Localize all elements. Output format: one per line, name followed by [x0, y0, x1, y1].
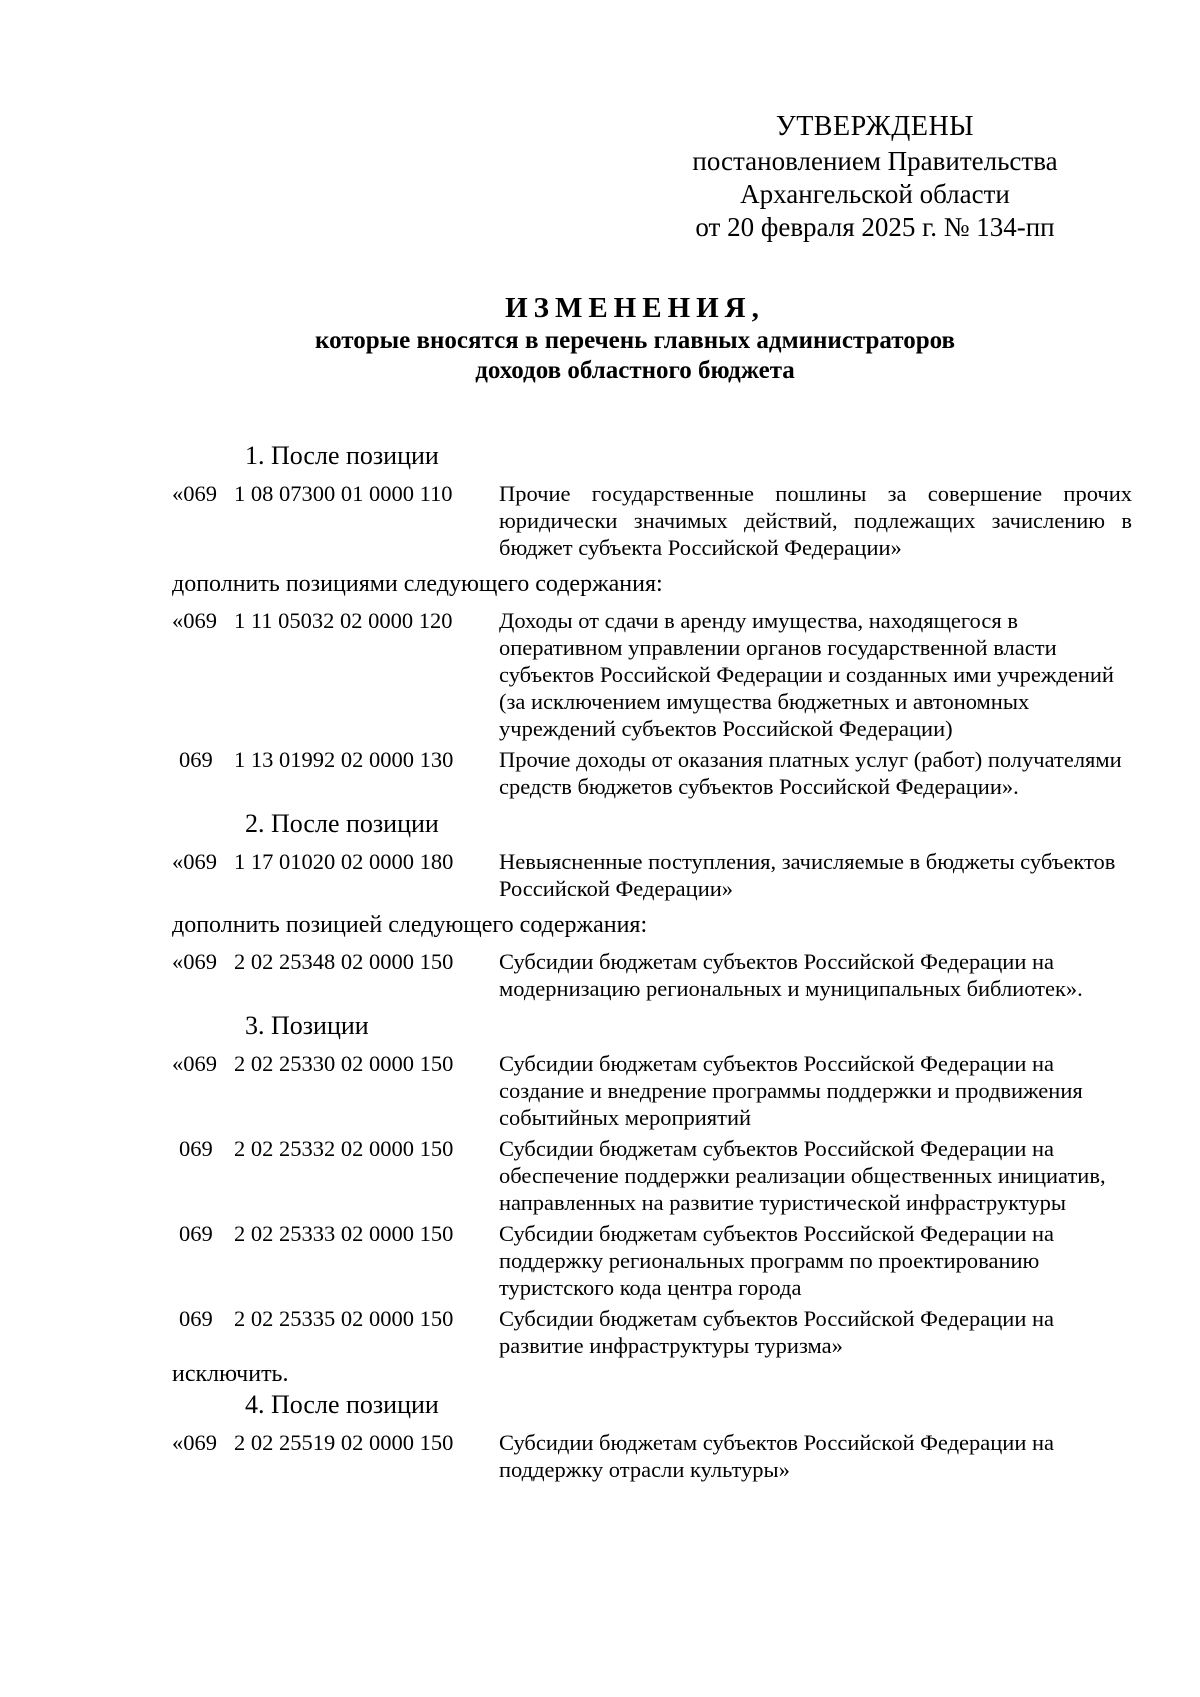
revenue-name: Субсидии бюджетам субъектов Российской Федерации на модернизацию региональных и муниципальных библиотек». [499, 949, 1083, 1001]
document-body [172, 440, 1132, 1483]
admin-code: «069 [172, 849, 217, 874]
position-table [172, 1050, 1132, 1359]
revenue-name: Субсидии бюджетам субъектов Российской Федерации на создание и внедрение программы поддержки и продвижения событийных мероприятий [499, 1051, 1083, 1130]
position-table [172, 848, 1132, 902]
connector-text: дополнить позицией следующего содержания: [172, 912, 648, 938]
table-row [172, 480, 1132, 561]
admin-code: 069 [179, 1221, 213, 1246]
revenue-name: Прочие государственные пошлины за совершение прочих юридически значимых действий, подлежащих зачислению в бюджет субъекта Российской Федерации» [499, 481, 1132, 560]
approval-stamp [640, 110, 1110, 244]
position-table [172, 607, 1132, 800]
title-subtitle: которые вносятся в перечень главных администраторов [315, 327, 955, 354]
table-row [172, 1135, 1132, 1216]
revenue-code: 1 17 01020 02 0000 180 [234, 849, 454, 874]
table-row [172, 1429, 1132, 1483]
admin-code: 069 [179, 1136, 213, 1161]
approval-line: постановлением Правительства [692, 146, 1058, 176]
connector-text: исключить. [172, 1361, 289, 1387]
revenue-code: 2 02 25519 02 0000 150 [234, 1430, 454, 1455]
revenue-code: 2 02 25333 02 0000 150 [234, 1221, 454, 1246]
revenue-code: 2 02 25348 02 0000 150 [234, 949, 454, 974]
revenue-name: Субсидии бюджетам субъектов Российской Федерации на развитие инфраструктуры туризма» [499, 1306, 1055, 1358]
title-main: ИЗМЕНЕНИЯ, [505, 292, 765, 324]
section-heading: 1. После позиции [245, 441, 439, 470]
revenue-code: 2 02 25330 02 0000 150 [234, 1051, 454, 1076]
section-heading: 2. После позиции [245, 809, 439, 838]
revenue-name: Невыясненные поступления, зачисляемые в бюджеты субъектов Российской Федерации» [499, 849, 1116, 901]
section-heading: 4. После позиции [245, 1390, 439, 1419]
revenue-name: Субсидии бюджетам субъектов Российской Федерации на поддержку отрасли культуры» [499, 1430, 1055, 1482]
table-row [172, 1305, 1132, 1359]
admin-code: 069 [179, 1306, 213, 1331]
revenue-name: Прочие доходы от оказания платных услуг (работ) получателями средств бюджетов субъектов Российской Федерации». [499, 747, 1122, 799]
table-row [172, 746, 1132, 800]
position-table [172, 948, 1132, 1002]
title-subtitle: доходов областного бюджета [475, 357, 795, 384]
approval-heading: УТВЕРЖДЕНЫ [775, 111, 975, 142]
approval-date: от 20 февраля 2025 г. № 134-пп [695, 212, 1055, 242]
admin-code: «069 [172, 481, 217, 506]
table-row [172, 1220, 1132, 1301]
connector-text: дополнить позициями следующего содержания: [172, 571, 663, 597]
admin-code: «069 [172, 608, 217, 633]
table-row [172, 1050, 1132, 1131]
table-row [172, 848, 1132, 902]
position-table [172, 1429, 1132, 1483]
revenue-name: Субсидии бюджетам субъектов Российской Федерации на поддержку региональных программ по проектированию туристского кода центра города [499, 1221, 1055, 1300]
position-table [172, 480, 1132, 561]
admin-code: 069 [179, 747, 213, 772]
approval-line: Архангельской области [740, 179, 1010, 209]
revenue-code: 1 13 01992 02 0000 130 [234, 747, 454, 772]
table-row [172, 948, 1132, 1002]
section-heading: 3. Позиции [245, 1011, 369, 1040]
revenue-code: 1 11 05032 02 0000 120 [234, 608, 453, 633]
revenue-name: Субсидии бюджетам субъектов Российской Федерации на обеспечение поддержки реализации общественных инициатив, направленных на развитие туристической инфраструктуры [499, 1136, 1106, 1215]
admin-code: «069 [172, 949, 217, 974]
admin-code: «069 [172, 1051, 217, 1076]
document-title [130, 290, 1140, 386]
admin-code: «069 [172, 1430, 217, 1455]
revenue-name: Доходы от сдачи в аренду имущества, находящегося в оперативном управлении органов государственной власти субъектов Российской Федерации и созданных ими учреждений (за исключением имущества бюджетных и автономных учреждений субъектов Российской Федерации) [499, 608, 1114, 741]
revenue-code: 2 02 25335 02 0000 150 [234, 1306, 454, 1331]
table-row [172, 607, 1132, 742]
revenue-code: 1 08 07300 01 0000 110 [234, 481, 453, 506]
revenue-code: 2 02 25332 02 0000 150 [234, 1136, 454, 1161]
